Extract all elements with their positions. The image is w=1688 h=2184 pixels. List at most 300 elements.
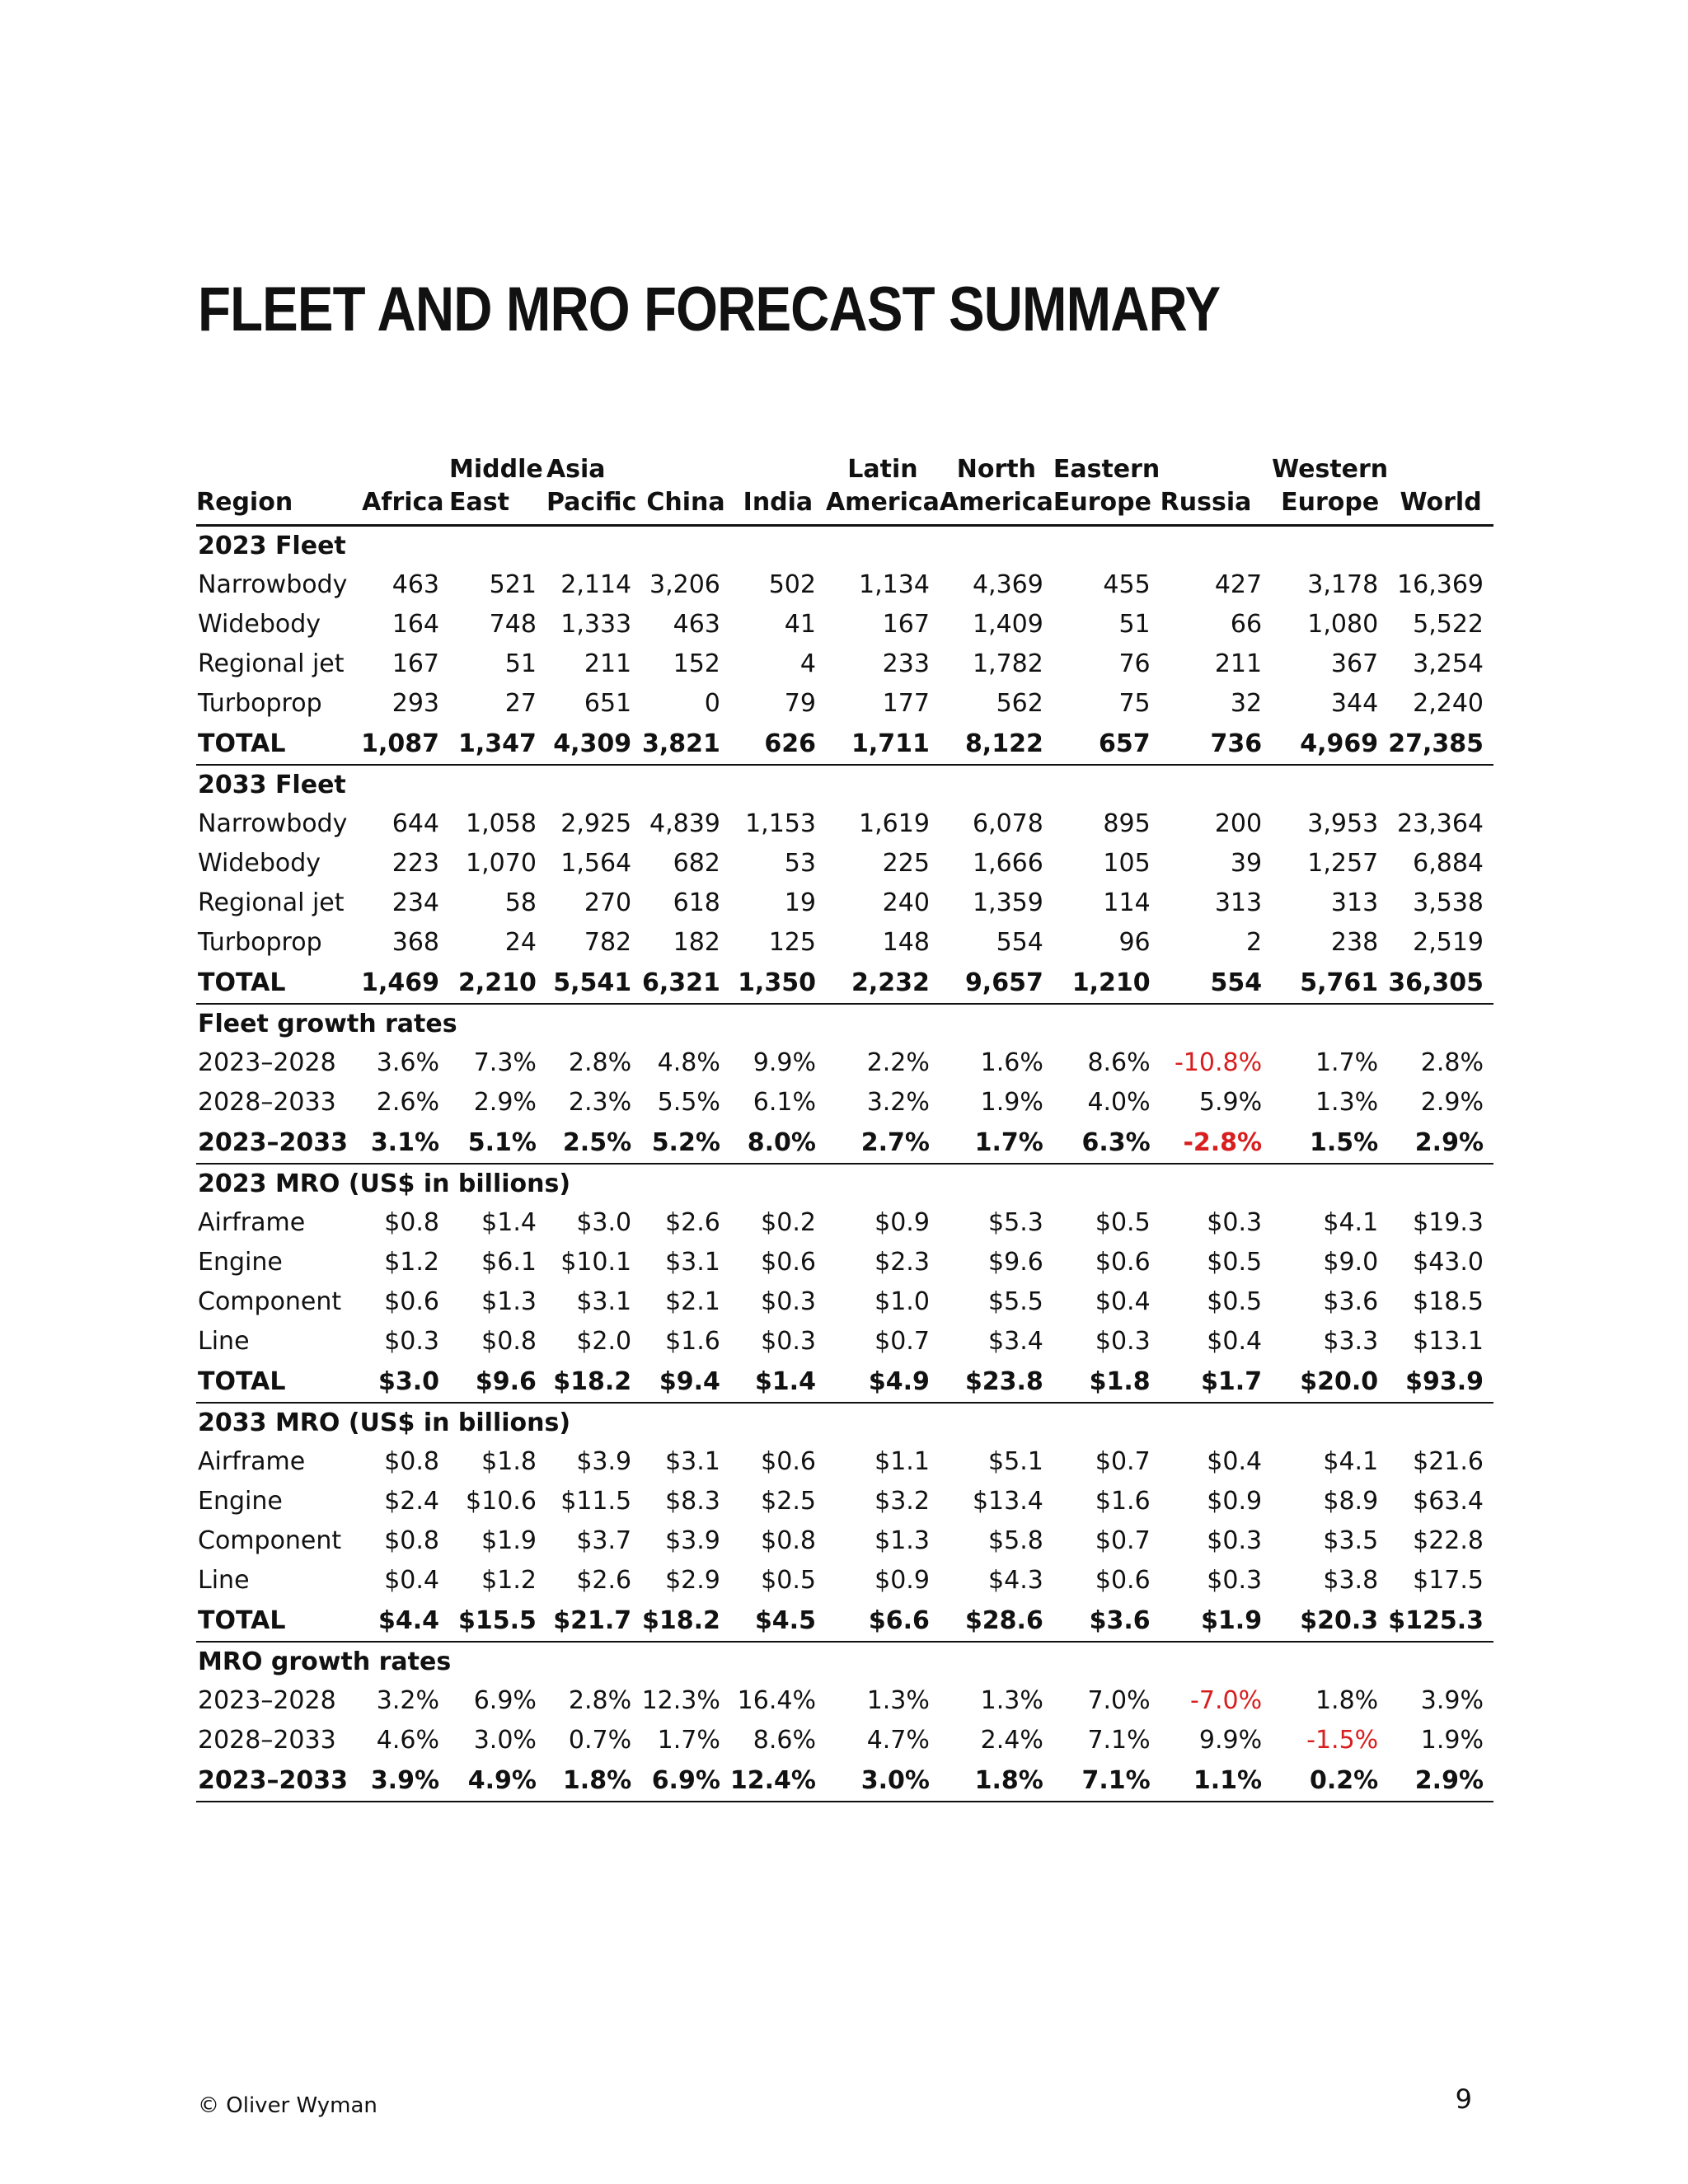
header-line-1: Western [1272, 455, 1389, 484]
table-cell: $0.4 [1095, 1286, 1151, 1316]
row-label: Component [198, 1526, 342, 1555]
row-label: Narrowbody [198, 569, 348, 599]
table-cell: 6,078 [972, 808, 1043, 838]
table-cell: $0.5 [1207, 1247, 1263, 1277]
table-cell: $10.1 [560, 1247, 632, 1277]
table-cell: $0.7 [1095, 1526, 1151, 1555]
table-cell: 1,058 [466, 808, 537, 838]
table-cell: 1.3% [980, 1685, 1043, 1715]
table-cell: $0.3 [1207, 1565, 1263, 1595]
table-cell: $3.5 [1323, 1526, 1379, 1555]
table-cell: 3.9% [357, 1760, 449, 1802]
table-cell: 2.4% [980, 1725, 1043, 1755]
table-cell: 8.6% [753, 1725, 816, 1755]
table-cell: $1.6 [665, 1326, 720, 1356]
table-row [196, 1720, 1493, 1760]
table-cell: 2,240 [1413, 688, 1484, 718]
table-cell: 682 [673, 848, 720, 878]
header-line-1: Eastern [1053, 455, 1160, 484]
table-cell: $5.5 [988, 1286, 1043, 1316]
header-line-2: World [1400, 488, 1482, 517]
table-cell: 3,254 [1413, 649, 1484, 678]
table-cell: 5.5% [657, 1087, 720, 1117]
table-cell: $3.4 [988, 1326, 1043, 1356]
row-label: 2023–2028 [198, 1685, 336, 1715]
table-cell: $13.1 [1413, 1326, 1484, 1356]
table-cell: 313 [1214, 888, 1263, 917]
table-cell: $3.6 [1053, 1600, 1160, 1642]
row-label: 2023–2028 [198, 1047, 336, 1077]
table-cell: 626 [730, 723, 826, 765]
table-row [196, 1560, 1493, 1600]
header-line-1 [641, 453, 730, 486]
table-cell: $1.2 [384, 1247, 440, 1277]
table-cell: 313 [1330, 888, 1379, 917]
table-cell: 167 [882, 609, 930, 639]
section-title: Fleet growth rates [198, 1009, 457, 1038]
table-cell: $18.2 [546, 1361, 641, 1403]
row-label: Component [198, 1286, 342, 1316]
table-cell: $0.9 [874, 1207, 930, 1237]
table-cell: $3.1 [665, 1446, 720, 1476]
table-cell: $8.3 [665, 1486, 720, 1516]
header-line-1: North [956, 455, 1036, 484]
header-line-1 [1388, 453, 1493, 486]
column-header [546, 452, 641, 526]
table-cell: 164 [392, 609, 440, 639]
column-header [1272, 452, 1388, 526]
table-cell: 1.8% [1315, 1685, 1379, 1715]
table-cell: 6.9% [641, 1760, 730, 1802]
table-cell: $3.8 [1323, 1565, 1379, 1595]
table-cell: $4.9 [826, 1361, 940, 1403]
table-cell: $1.3 [874, 1526, 930, 1555]
table-row [196, 922, 1493, 962]
table-cell: $19.3 [1413, 1207, 1484, 1237]
table-cell: $28.6 [940, 1600, 1053, 1642]
table-cell: 5.2% [641, 1122, 730, 1164]
table-cell: 12.3% [641, 1685, 720, 1715]
table-cell: 27 [504, 688, 537, 718]
table-cell: 76 [1118, 649, 1151, 678]
column-header [940, 452, 1053, 526]
table-cell: 2.8% [1420, 1047, 1484, 1077]
row-label: Turboprop [198, 688, 322, 718]
table-cell: 367 [1330, 649, 1379, 678]
table-cell: 3.9% [1420, 1685, 1484, 1715]
table-cell: 125 [768, 927, 816, 957]
row-label: TOTAL [196, 1600, 357, 1642]
table-cell: $0.3 [761, 1326, 816, 1356]
table-cell: $18.5 [1413, 1286, 1484, 1316]
table-cell: $63.4 [1413, 1486, 1484, 1516]
table-cell: 5.9% [1198, 1087, 1263, 1117]
table-cell: $3.7 [576, 1526, 632, 1555]
table-cell: 6,321 [641, 962, 730, 1004]
total-row [196, 962, 1493, 1004]
section-title: 2033 Fleet [198, 770, 346, 799]
section-heading-row [196, 526, 1493, 565]
table-cell: $20.0 [1272, 1361, 1388, 1403]
section-heading-row [196, 1164, 1493, 1202]
table-cell: 211 [584, 649, 632, 678]
table-cell: 0.2% [1272, 1760, 1388, 1802]
table-cell: 19 [784, 888, 816, 917]
table-cell: 463 [392, 569, 440, 599]
row-label: Engine [198, 1486, 283, 1516]
header-row [196, 452, 1493, 526]
table-cell: 51 [1118, 609, 1151, 639]
row-label: TOTAL [196, 723, 357, 765]
column-header [826, 452, 940, 526]
table-cell: 3.1% [357, 1122, 449, 1164]
table-cell: $0.8 [384, 1207, 440, 1237]
table-cell: 1.5% [1272, 1122, 1388, 1164]
table-cell: 2.7% [826, 1122, 940, 1164]
table-cell: 8,122 [940, 723, 1053, 765]
table-cell: 3,953 [1307, 808, 1379, 838]
row-label: Narrowbody [198, 808, 348, 838]
table-cell: $0.4 [1207, 1326, 1263, 1356]
table-cell: $2.9 [665, 1565, 720, 1595]
table-cell: 4,369 [972, 569, 1043, 599]
header-line-2: Russia [1160, 488, 1252, 517]
table-cell: 1,134 [859, 569, 930, 599]
table-cell: 1.8% [546, 1760, 641, 1802]
table-cell: 1,619 [859, 808, 930, 838]
table-cell: -10.8% [1174, 1047, 1263, 1077]
table-cell: 748 [489, 609, 537, 639]
row-label: Widebody [198, 609, 321, 639]
table-cell: $0.7 [874, 1326, 930, 1356]
table-cell: 96 [1118, 927, 1151, 957]
table-cell: 1.9% [980, 1087, 1043, 1117]
table-cell: 1,711 [826, 723, 940, 765]
table-cell: $1.8 [1053, 1361, 1160, 1403]
table-cell: 4.0% [1087, 1087, 1151, 1117]
table-cell: $0.9 [874, 1565, 930, 1595]
table-cell: $15.5 [449, 1600, 546, 1642]
table-row [196, 1680, 1493, 1720]
table-cell: $22.8 [1413, 1526, 1484, 1555]
section-title: MRO growth rates [198, 1647, 452, 1676]
table-cell: $5.1 [988, 1446, 1043, 1476]
table-cell: 1,564 [560, 848, 632, 878]
row-label: Regional jet [198, 649, 345, 678]
table-cell: 66 [1230, 609, 1263, 639]
table-cell: 6.1% [753, 1087, 816, 1117]
table-cell: $4.4 [357, 1600, 449, 1642]
table-cell: 1.7% [657, 1725, 720, 1755]
table-cell: $18.2 [641, 1600, 730, 1642]
table-cell: $1.3 [481, 1286, 537, 1316]
table-row [196, 1521, 1493, 1560]
table-cell: 16,369 [1397, 569, 1484, 599]
table-cell: 1,153 [745, 808, 816, 838]
table-cell: 368 [392, 927, 440, 957]
row-label: Turboprop [198, 927, 322, 957]
table-cell: 7.1% [1087, 1725, 1151, 1755]
section-heading-row [196, 1004, 1493, 1043]
row-label: Widebody [198, 848, 321, 878]
table-cell: 152 [673, 649, 720, 678]
table-cell: 5,761 [1272, 962, 1388, 1004]
table-cell: 1,087 [357, 723, 449, 765]
table-cell: $0.4 [384, 1565, 440, 1595]
table-cell: 7.1% [1053, 1760, 1160, 1802]
table-cell: $1.0 [874, 1286, 930, 1316]
table-cell: 782 [584, 927, 632, 957]
table-row [196, 1043, 1493, 1082]
section-heading-row [196, 765, 1493, 804]
table-cell: 0.7% [568, 1725, 632, 1755]
table-row [196, 683, 1493, 723]
table-cell: 0 [704, 688, 720, 718]
table-cell: $5.8 [988, 1526, 1043, 1555]
table-cell: 3.2% [866, 1087, 930, 1117]
table-cell: $3.0 [357, 1361, 449, 1403]
table-cell: $4.1 [1323, 1207, 1379, 1237]
table-cell: $0.3 [761, 1286, 816, 1316]
table-cell: 463 [673, 609, 720, 639]
table-cell: 105 [1103, 848, 1151, 878]
table-cell: $1.9 [1160, 1600, 1272, 1642]
header-line-1 [357, 453, 449, 486]
table-cell: 2.2% [866, 1047, 930, 1077]
table-cell: 7.3% [473, 1047, 537, 1077]
table-cell: $5.3 [988, 1207, 1043, 1237]
table-cell: 51 [504, 649, 537, 678]
table-cell: 24 [504, 927, 537, 957]
table-cell: $1.4 [481, 1207, 537, 1237]
table-cell: $2.6 [576, 1565, 632, 1595]
table-cell: 27,385 [1388, 723, 1493, 765]
table-cell: 39 [1230, 848, 1263, 878]
table-cell: $0.8 [761, 1526, 816, 1555]
table-cell: 5,522 [1413, 609, 1484, 639]
header-line-1: Middle [449, 455, 543, 484]
table-cell: $0.6 [384, 1286, 440, 1316]
table-cell: 657 [1053, 723, 1160, 765]
table-cell: 4 [799, 649, 816, 678]
table-cell: $0.5 [761, 1565, 816, 1595]
header-line-2: America [939, 488, 1053, 517]
table-cell: 4.7% [866, 1725, 930, 1755]
table-cell: 554 [1160, 962, 1272, 1004]
table-cell: 148 [882, 927, 930, 957]
table-cell: -2.8% [1160, 1122, 1272, 1164]
table-cell: $4.3 [988, 1565, 1043, 1595]
table-cell: 3.0% [826, 1760, 940, 1802]
total-row [196, 1361, 1493, 1403]
table-cell: $1.2 [481, 1565, 537, 1595]
table-cell: 4.6% [376, 1725, 440, 1755]
table-cell: 58 [504, 888, 537, 917]
table-cell: $3.9 [576, 1446, 632, 1476]
table-cell: 895 [1103, 808, 1151, 838]
column-header [641, 452, 730, 526]
table-cell: -1.5% [1306, 1725, 1379, 1755]
table-cell: $0.2 [761, 1207, 816, 1237]
header-line-1 [730, 453, 826, 486]
table-cell: 16.4% [737, 1685, 816, 1715]
table-cell: 293 [392, 688, 440, 718]
table-cell: $3.0 [576, 1207, 632, 1237]
table-cell: 2,232 [826, 962, 940, 1004]
page-title: FLEET AND MRO FORECAST SUMMARY [198, 274, 1221, 344]
table-cell: 5,541 [546, 962, 641, 1004]
table-cell: 3.0% [473, 1725, 537, 1755]
table-cell: $2.5 [761, 1486, 816, 1516]
table-cell: 240 [882, 888, 930, 917]
table-cell: 270 [584, 888, 632, 917]
table-cell: $6.6 [826, 1600, 940, 1642]
table-cell: $4.1 [1323, 1446, 1379, 1476]
column-header-region [196, 452, 357, 526]
table-cell: $13.4 [972, 1486, 1043, 1516]
header-line-2: Pacific [546, 488, 637, 517]
table-row [196, 883, 1493, 922]
table-cell: $3.9 [665, 1526, 720, 1555]
table-cell: $2.4 [384, 1486, 440, 1516]
table-cell: 2.3% [568, 1087, 632, 1117]
table-cell: 2.9% [473, 1087, 537, 1117]
header-line-1: Asia [546, 455, 606, 484]
table-cell: -7.0% [1190, 1685, 1263, 1715]
table-cell: 4,839 [649, 808, 720, 838]
table-row [196, 644, 1493, 683]
table-row [196, 1242, 1493, 1282]
table-cell: 502 [768, 569, 816, 599]
table-cell: 12.4% [730, 1760, 826, 1802]
table-row [196, 1202, 1493, 1242]
table-cell: 41 [784, 609, 816, 639]
table-cell: 4,309 [546, 723, 641, 765]
section-title: 2023 Fleet [198, 531, 346, 560]
table-row [196, 1082, 1493, 1122]
table-row [196, 1321, 1493, 1361]
table-cell: 177 [882, 688, 930, 718]
table-cell: $0.6 [761, 1247, 816, 1277]
table-cell: $1.8 [481, 1446, 537, 1476]
column-header [449, 452, 546, 526]
table-row [196, 1441, 1493, 1481]
table-cell: 1.3% [866, 1685, 930, 1715]
table-cell: $6.1 [481, 1247, 537, 1277]
row-label: 2023–2033 [196, 1760, 357, 1802]
table-cell: $2.0 [576, 1326, 632, 1356]
section-heading-row [196, 1642, 1493, 1680]
table-cell: $0.4 [1207, 1446, 1263, 1476]
table-cell: 1,666 [972, 848, 1043, 878]
table-cell: 2.9% [1388, 1760, 1493, 1802]
table-cell: 238 [1330, 927, 1379, 957]
table-cell: $3.6 [1323, 1286, 1379, 1316]
table-cell: 2,114 [560, 569, 632, 599]
table-cell: 2.8% [568, 1685, 632, 1715]
table-cell: $2.3 [874, 1247, 930, 1277]
table-cell: 1,782 [972, 649, 1043, 678]
table-cell: 2.9% [1388, 1122, 1493, 1164]
table-cell: 36,305 [1388, 962, 1493, 1004]
row-label: Line [198, 1326, 250, 1356]
table-cell: $1.4 [730, 1361, 826, 1403]
table-cell: 1.3% [1315, 1087, 1379, 1117]
table-cell: $23.8 [940, 1361, 1053, 1403]
table-cell: $0.6 [1095, 1565, 1151, 1595]
table-cell: 2,519 [1413, 927, 1484, 957]
table-cell: $3.1 [576, 1286, 632, 1316]
table-cell: 455 [1103, 569, 1151, 599]
row-label: Airframe [198, 1446, 306, 1476]
table-cell: 521 [489, 569, 537, 599]
table-cell: 6.3% [1053, 1122, 1160, 1164]
table-cell: $0.7 [1095, 1446, 1151, 1476]
table-cell: 8.0% [730, 1122, 826, 1164]
table-cell: 53 [784, 848, 816, 878]
table-cell: 1.6% [980, 1047, 1043, 1077]
table-cell: 6,884 [1413, 848, 1484, 878]
table-cell: $93.9 [1388, 1361, 1493, 1403]
table-cell: $0.8 [384, 1446, 440, 1476]
table-cell: 554 [996, 927, 1043, 957]
table-cell: 23,364 [1397, 808, 1484, 838]
row-label: Line [198, 1565, 250, 1595]
table-cell: $0.3 [1207, 1207, 1263, 1237]
table-body [196, 526, 1493, 1802]
table-cell: 211 [1214, 649, 1263, 678]
table-cell: $0.9 [1207, 1486, 1263, 1516]
header-line-2: China [646, 488, 725, 517]
table-cell: $125.3 [1388, 1600, 1493, 1642]
table-cell: 114 [1103, 888, 1151, 917]
table-cell: 736 [1160, 723, 1272, 765]
table-row [196, 565, 1493, 604]
table-cell: $1.9 [481, 1526, 537, 1555]
table-cell: 3,538 [1413, 888, 1484, 917]
table-cell: 1.1% [1160, 1760, 1272, 1802]
header-line-2: East [449, 488, 509, 517]
table-header [196, 452, 1493, 526]
table-cell: 32 [1230, 688, 1263, 718]
row-label: 2023–2033 [196, 1122, 357, 1164]
table-cell: 1.9% [1420, 1725, 1484, 1755]
column-header [357, 452, 449, 526]
table-cell: 3,821 [641, 723, 730, 765]
table-cell: $8.9 [1323, 1486, 1379, 1516]
table-cell: 3,178 [1307, 569, 1379, 599]
row-label: Engine [198, 1247, 283, 1277]
table-cell: $9.0 [1323, 1247, 1379, 1277]
table-cell: 644 [392, 808, 440, 838]
table-cell: 3.2% [376, 1685, 440, 1715]
table-cell: 1,347 [449, 723, 546, 765]
table-cell: 182 [673, 927, 720, 957]
table-cell: $9.6 [449, 1361, 546, 1403]
table-cell: 75 [1118, 688, 1151, 718]
table-cell: $0.6 [1095, 1247, 1151, 1277]
table-cell: 2,210 [449, 962, 546, 1004]
table-cell: 1.7% [940, 1122, 1053, 1164]
table-cell: 4.9% [449, 1760, 546, 1802]
total-row [196, 723, 1493, 765]
header-line-1 [196, 453, 357, 486]
table-cell: 1.8% [940, 1760, 1053, 1802]
header-line-2: Africa [362, 488, 444, 517]
table-cell: $21.6 [1413, 1446, 1484, 1476]
section-title: 2023 MRO (US$ in billions) [198, 1169, 571, 1198]
table-cell: $0.5 [1207, 1286, 1263, 1316]
